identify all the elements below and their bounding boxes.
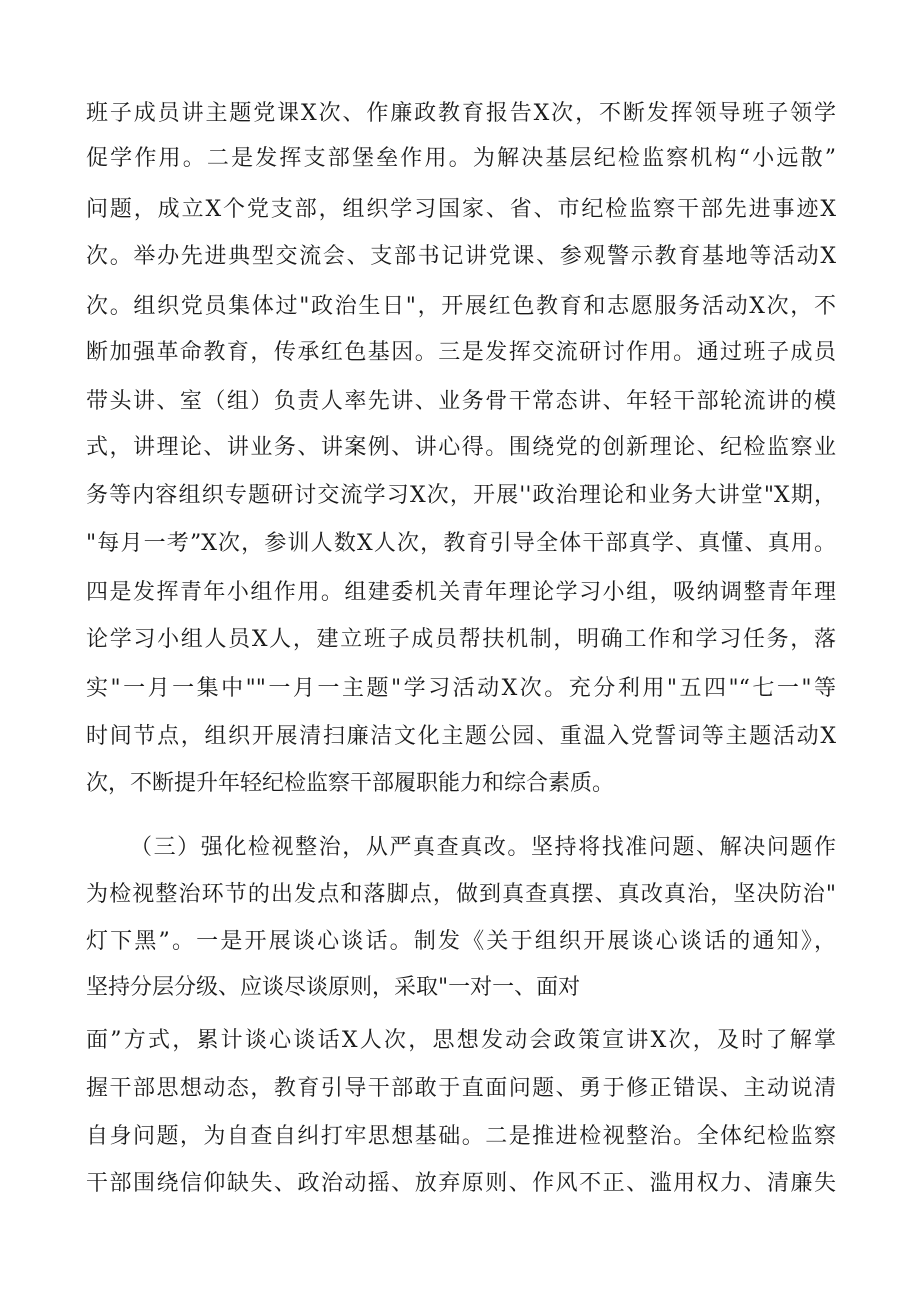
text-line-7: 带头讲、室（组）负责人率先讲、业务骨干常态讲、年轻干部轮流讲的模 bbox=[86, 389, 836, 414]
text-line-5: 次。组织党员集体过"政治生日"，开展红色教育和志愿服务活动X次，不 bbox=[86, 294, 836, 319]
section-heading-line: （三）强化检视整治，从严真查真改。坚持将找准问题、解决问题作 bbox=[130, 835, 836, 860]
text-line-8: 式，讲理论、讲业务、讲案例、讲心得。围绕党的创新理论、纪检监察业 bbox=[86, 435, 836, 460]
text-line-19: 坚持分层分级、应谈尽谈原则，采取"一对一、面对 bbox=[86, 975, 581, 1000]
text-line-22: 自身问题，为自查自纠打牢思想基础。二是推进检视整治。全体纪检监察 bbox=[86, 1124, 836, 1149]
text-line-4: 次。举办先进典型交流会、支部书记讲党课、参观警示教育基地等活动X bbox=[86, 244, 836, 269]
text-line-21: 握干部思想动态，教育引导干部敢于直面问题、勇于修正错误、主动说清 bbox=[86, 1076, 836, 1101]
text-line-17: 为检视整治环节的出发点和落脚点，做到真查真摆、真改真治，坚决防治" bbox=[86, 882, 836, 907]
text-line-11: 四是发挥青年小组作用。组建委机关青年理论学习小组，吸纳调整青年理 bbox=[86, 580, 836, 605]
text-line-10: "每月一考”X次，参训人数X人次，教育引导全体干部真学、真懂、真用。 bbox=[86, 531, 836, 556]
text-line-2: 促学作用。二是发挥支部堡垒作用。为解决基层纪检监察机构“小远散” bbox=[86, 146, 836, 171]
text-line-1: 班子成员讲主题党课X次、作廉政教育报告X次，不断发挥领导班子领学 bbox=[86, 101, 836, 126]
text-line-12: 论学习小组人员X人，建立班子成员帮扶机制，明确工作和学习任务，落 bbox=[86, 627, 836, 652]
text-line-15: 次，不断提升年轻纪检监察干部履职能力和综合素质。 bbox=[86, 771, 615, 796]
text-line-18: 灯下黑”。一是开展谈心谈话。制发《关于组织开展谈心谈话的通知》， bbox=[86, 929, 836, 954]
text-line-9: 务等内容组织专题研讨交流学习X次，开展''政治理论和业务大讲堂"X期， bbox=[86, 483, 836, 508]
text-line-23: 干部围绕信仰缺失、政治动摇、放弃原则、作风不正、滥用权力、清廉失 bbox=[86, 1171, 836, 1196]
text-line-13: 实"一月一集中""一月一主题"学习活动X次。充分利用"五四"“七一"等 bbox=[86, 676, 836, 701]
text-line-3: 问题，成立X个党支部，组织学习国家、省、市纪检监察干部先进事迹X bbox=[86, 197, 836, 222]
text-line-6: 断加强革命教育，传承红色基因。三是发挥交流研讨作用。通过班子成员 bbox=[86, 340, 836, 365]
text-line-20: 面”方式，累计谈心谈话X人次，思想发动会政策宣讲X次，及时了解掌 bbox=[86, 1028, 836, 1053]
text-line-14: 时间节点，组织开展清扫廉洁文化主题公园、重温入党誓词等主题活动X bbox=[86, 724, 836, 749]
